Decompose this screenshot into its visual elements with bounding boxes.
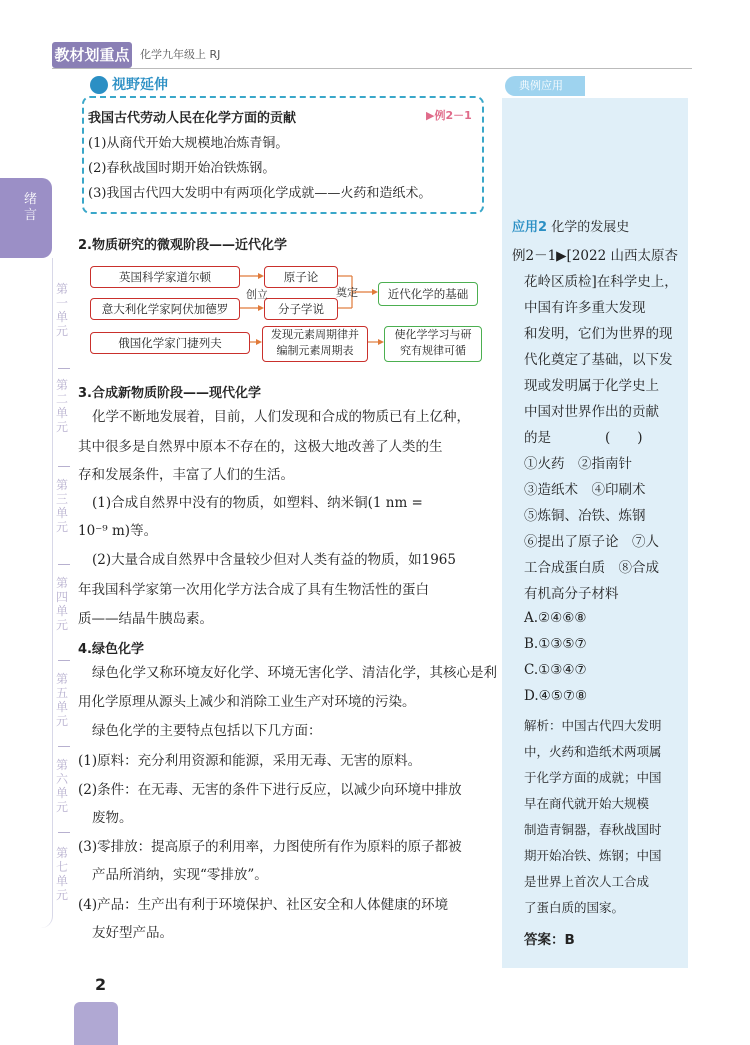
section-3-line: 其中很多是自然界中原本不存在的，这极大地改善了人类的生 <box>78 439 443 455</box>
flow-periodic-table: 发现元素周期律并 编制元素周期表 <box>262 326 368 362</box>
analysis-line: 解析：中国古代四大发明 <box>524 718 662 733</box>
question-line: 中国对世界作出的贡献 <box>524 404 659 420</box>
sidebar-divider <box>58 746 70 747</box>
section-4-line: (3)零排放：提高原子的利用率，力图使所有作为原料的原子都被 <box>78 839 462 855</box>
section-3-line: (2)大量合成自然界中含量较少但对人类有益的物质，如1965 <box>92 552 456 568</box>
flow-molecular-theory: 分子学说 <box>264 298 338 320</box>
flow-person-dalton: 英国科学家道尔顿 <box>90 266 240 288</box>
section-3-title: 3.合成新物质阶段——现代化学 <box>78 386 261 401</box>
flow-result-foundation: 近代化学的基础 <box>378 282 478 306</box>
sidebar-item-unit-2[interactable]: 第二单元 <box>56 378 69 434</box>
question-line: 现或发明属于化学史上 <box>524 378 659 394</box>
section-4-line: 产品所消纳，实现“零排放”。 <box>92 867 268 883</box>
binoculars-icon <box>90 76 108 94</box>
page-number: 2 <box>95 975 107 994</box>
sidebar-divider <box>58 368 70 369</box>
section-4-line: 废物。 <box>92 810 133 826</box>
sidebar-item-unit-7[interactable]: 第七单元 <box>56 846 69 902</box>
extension-line: (2)春秋战国时期开始冶铁炼钢。 <box>88 161 276 176</box>
analysis-line: 中，火药和造纸术两项属 <box>524 744 662 759</box>
section-4-line: (4)产品：生产出有利于环境保护、社区安全和人体健康的环境 <box>78 897 449 913</box>
option-line: 有机高分子材料 <box>524 586 619 602</box>
application-heading: 应用2 化学的发展史 <box>512 220 630 235</box>
option-line: ⑥提出了原子论 ⑦人 <box>524 534 659 550</box>
answer-choice-d[interactable]: D.④⑤⑦⑧ <box>524 688 588 704</box>
sidebar-item-unit-3[interactable]: 第三单元 <box>56 478 69 534</box>
section-3-line: 10⁻⁹ m)等。 <box>78 523 158 539</box>
section-4-line: (1)原料：充分利用资源和能源，采用无毒、无害的原料。 <box>78 753 422 769</box>
sidebar-divider <box>58 564 70 565</box>
section-3-line: 质——结晶牛胰岛素。 <box>78 611 213 627</box>
answer-choice-b[interactable]: B.①③⑤⑦ <box>524 636 587 652</box>
example-link[interactable]: ▶例2－1 <box>426 109 472 122</box>
option-line: ⑤炼铜、冶铁、炼钢 <box>524 508 646 524</box>
section-3-line: 存和发展条件，丰富了人们的生活。 <box>78 467 294 483</box>
brand-logo: 教材划重点 <box>52 42 132 68</box>
footer-decoration <box>74 1002 118 1045</box>
analysis-line: 制造青铜器，春秋战国时 <box>524 822 662 837</box>
section-2-title: 2.物质研究的微观阶段——近代化学 <box>78 238 287 253</box>
flow-person-avogadro: 意大利化学家阿伏加德罗 <box>90 298 240 320</box>
sidebar-item-unit-5[interactable]: 第五单元 <box>56 672 69 728</box>
header-divider <box>52 68 692 69</box>
flow-atomic-theory: 原子论 <box>264 266 338 288</box>
flow-label-foundation: 奠定 <box>336 286 358 299</box>
analysis-line: 期开始冶铁、炼钢；中国 <box>524 848 662 863</box>
option-line: ①火药 ②指南针 <box>524 456 632 472</box>
section-4-line: (2)条件：在无毒、无害的条件下进行反应，以减少向环境中排放 <box>78 782 462 798</box>
analysis-line: 了蛋白质的国家。 <box>524 900 625 915</box>
flow-person-mendeleev: 俄国化学家门捷列夫 <box>90 332 250 354</box>
question-line: 的是 ( ) <box>524 430 643 446</box>
example-tag: 典例应用 <box>505 76 585 96</box>
question-line: 例2－1▶[2022 山西太原杏 <box>512 248 678 264</box>
section-3-line: 化学不断地发展着，目前，人们发现和合成的物质已有上亿种， <box>92 409 470 425</box>
question-line: 和发明，它们为世界的现 <box>524 326 673 342</box>
extension-line: (1)从商代开始大规模地冶炼青铜。 <box>88 136 289 151</box>
sidebar-track <box>0 258 53 928</box>
sidebar-divider <box>58 466 70 467</box>
section-4-line: 用化学原理从源头上减少和消除工业生产对环境的污染。 <box>78 694 416 710</box>
sidebar-item-active[interactable] <box>0 178 52 258</box>
section-4-line: 绿色化学又称环境友好化学、环境无害化学、清洁化学，其核心是利 <box>92 665 497 681</box>
question-line: 花岭区质检]在科学史上， <box>524 274 678 290</box>
answer-choice-c[interactable]: C.①③④⑦ <box>524 662 587 678</box>
sidebar-item-unit-1[interactable]: 第一单元 <box>56 282 69 338</box>
extension-title: 我国古代劳动人民在化学方面的贡献 <box>88 111 297 126</box>
answer-line: 答案：B <box>524 932 575 948</box>
sidebar-item-label: 绪言 <box>24 192 38 223</box>
sidebar-item-unit-6[interactable]: 第六单元 <box>56 758 69 814</box>
option-line: ③造纸术 ④印刷术 <box>524 482 646 498</box>
question-line: 中国有许多重大发现 <box>524 300 646 316</box>
section-3-line: 年我国科学家第一次用化学方法合成了具有生物活性的蛋白 <box>78 582 429 598</box>
analysis-line: 早在商代就开始大规模 <box>524 796 650 811</box>
sidebar-item-unit-4[interactable]: 第四单元 <box>56 576 69 632</box>
section-3-line: (1)合成自然界中没有的物质，如塑料、纳米铜(1 nm = <box>92 495 423 511</box>
section-4-line: 绿色化学的主要特点包括以下几方面： <box>92 723 322 739</box>
sidebar-divider <box>58 832 70 833</box>
section-4-line: 友好型产品。 <box>92 925 173 941</box>
section-4-title: 4.绿色化学 <box>78 642 144 657</box>
analysis-line: 于化学方面的成就；中国 <box>524 770 662 785</box>
option-line: 工合成蛋白质 ⑧合成 <box>524 560 659 576</box>
analysis-line: 是世界上首次人工合成 <box>524 874 650 889</box>
book-subtitle: 化学九年级上 RJ <box>140 48 221 61</box>
flow-label-create: 创立 <box>246 288 268 301</box>
flow-result-regularity: 使化学学习与研 究有规律可循 <box>384 326 482 362</box>
question-line: 代化奠定了基础，以下发 <box>524 352 673 368</box>
sidebar-divider <box>58 660 70 661</box>
extension-line: (3)我国古代四大发明中有两项化学成就——火药和造纸术。 <box>88 186 432 201</box>
extension-tag: 视野延伸 <box>88 74 176 96</box>
answer-choice-a[interactable]: A.②④⑥⑧ <box>524 610 587 626</box>
